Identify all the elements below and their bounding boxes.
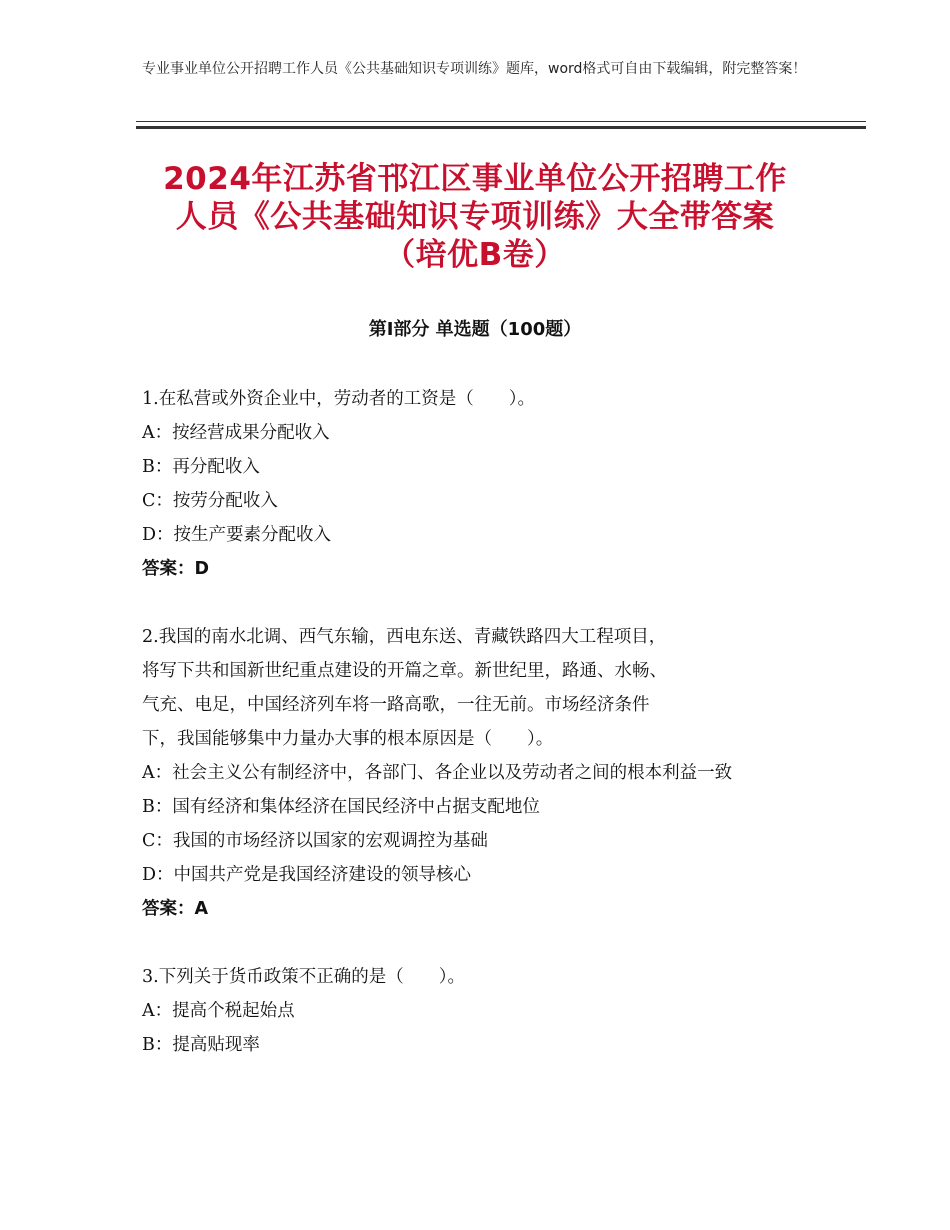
title-line-3: （培优B卷）: [384, 237, 566, 273]
answer: 答案：A: [142, 899, 209, 919]
question-2: [142, 620, 812, 926]
option-d: D：中国共产党是我国经济建设的领导核心: [142, 865, 472, 885]
option-b: B：国有经济和集体经济在国民经济中占据支配地位: [142, 797, 540, 817]
header-divider-thick: [136, 126, 866, 129]
option-b: B：再分配收入: [142, 457, 260, 477]
header-divider-thin: [136, 121, 866, 122]
section-title: 第Ⅰ部分 单选题（100题）: [368, 319, 582, 340]
option-a: A：按经营成果分配收入: [142, 423, 330, 443]
option-c: C：按劳分配收入: [142, 491, 278, 511]
option-c: C：我国的市场经济以国家的宏观调控为基础: [142, 831, 488, 851]
question-stem: 3.下列关于货币政策不正确的是（ ）。: [142, 967, 465, 987]
question-1: [142, 382, 812, 586]
option-a: A：社会主义公有制经济中，各部门、各企业以及劳动者之间的根本利益一致: [142, 763, 733, 783]
question-stem-line-3: 气充、电足，中国经济列车将一路高歌，一往无前。市场经济条件: [142, 695, 650, 715]
question-3: [142, 960, 812, 1062]
document-title: [120, 160, 830, 274]
title-line-2: 人员《公共基础知识专项训练》大全带答案: [175, 199, 775, 235]
option-a: A：提高个税起始点: [142, 1001, 295, 1021]
option-d: D：按生产要素分配收入: [142, 525, 332, 545]
question-stem-line-2: 将写下共和国新世纪重点建设的开篇之章。新世纪里，路通、水畅、: [142, 661, 667, 681]
option-b: B：提高贴现率: [142, 1035, 260, 1055]
question-stem-line-1: 2.我国的南水北调、西气东输，西电东送、青藏铁路四大工程项目，: [142, 627, 667, 647]
question-stem: 1.在私营或外资企业中，劳动者的工资是（ ）。: [142, 389, 535, 409]
question-stem-line-4: 下，我国能够集中力量办大事的根本原因是（ ）。: [142, 729, 554, 749]
title-line-1: 2024年江苏省邗江区事业单位公开招聘工作: [163, 161, 787, 197]
header-note: 专业事业单位公开招聘工作人员《公共基础知识专项训练》题库，word格式可自由下载编辑，附完整答案！: [142, 61, 807, 77]
question-list: [142, 382, 812, 1096]
answer: 答案：D: [142, 559, 210, 579]
